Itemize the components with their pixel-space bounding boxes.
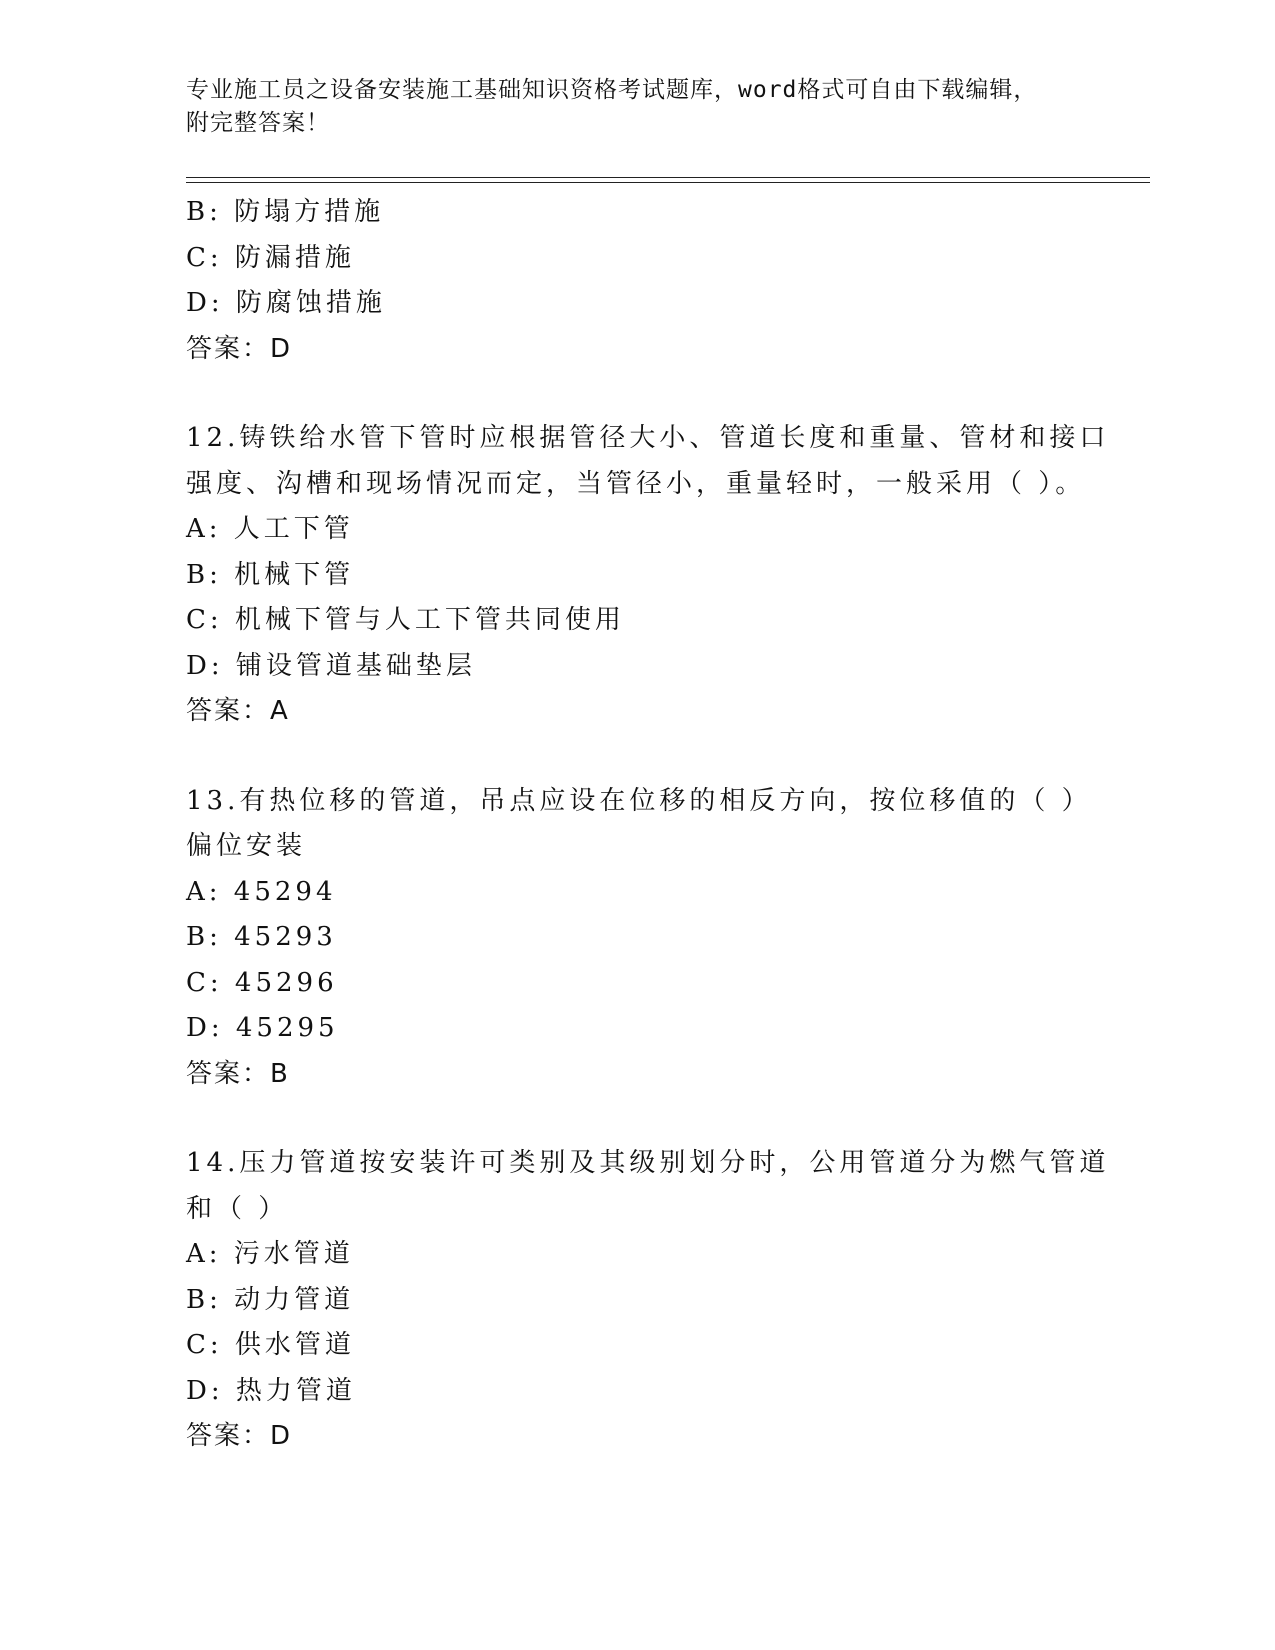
answer-line: 答案：B (186, 1058, 290, 1089)
option-b: B: 防塌方措施 (186, 197, 385, 227)
question-stem-line: 13.有热位移的管道，吊点应设在位移的相反方向，按位移值的（ ） (186, 785, 1092, 816)
document-header (186, 74, 1086, 140)
option-c: C: 供水管道 (186, 1330, 355, 1360)
option-d: D: 铺设管道基础垫层 (186, 650, 476, 681)
option-b: B: 45293 (186, 922, 337, 952)
header-line-2: 附完整答案！ (186, 110, 330, 136)
option-c: C: 机械下管与人工下管共同使用 (186, 605, 625, 635)
option-d: D: 防腐蚀措施 (186, 288, 386, 318)
question-content (186, 190, 1110, 1460)
question-stem-line: 14.压力管道按安装许可类别及其级别划分时，公用管道分为燃气管道 (186, 1148, 1110, 1178)
question-stem-line: 12.铸铁给水管下管时应根据管径大小、管道长度和重量、管材和接口 (186, 423, 1110, 453)
header-divider (186, 177, 1150, 183)
answer-line: 答案：D (186, 1421, 293, 1451)
option-c: C: 防漏措施 (186, 242, 355, 273)
header-line-1: 专业施工员之设备安装施工基础知识资格考试题库，word格式可自由下载编辑， (186, 77, 1038, 103)
spacer (186, 735, 1086, 779)
spacer (186, 372, 1086, 416)
answer-line: 答案：D (186, 333, 293, 364)
question-stem-line: 和（ ） (186, 1193, 289, 1224)
option-a: A: 人工下管 (186, 514, 354, 544)
question-14 (186, 1141, 1110, 1460)
spacer (186, 1097, 1086, 1141)
option-b: B: 机械下管 (186, 559, 355, 590)
option-b: B: 动力管道 (186, 1284, 355, 1315)
question-13 (186, 779, 1092, 1098)
question-stem-line: 偏位安装 (186, 831, 307, 861)
option-d: D: 45295 (186, 1013, 339, 1043)
option-a: A: 污水管道 (186, 1239, 354, 1269)
option-d: D: 热力管道 (186, 1375, 356, 1406)
option-a: A: 45294 (186, 876, 337, 907)
answer-line: 答案：A (186, 696, 290, 726)
question-12 (186, 416, 1110, 735)
option-c: C: 45296 (186, 967, 338, 998)
prev-question-tail (186, 190, 1086, 372)
question-stem-line: 强度、沟槽和现场情况而定，当管径小，重量轻时，一般采用（ ）。 (186, 468, 1086, 499)
